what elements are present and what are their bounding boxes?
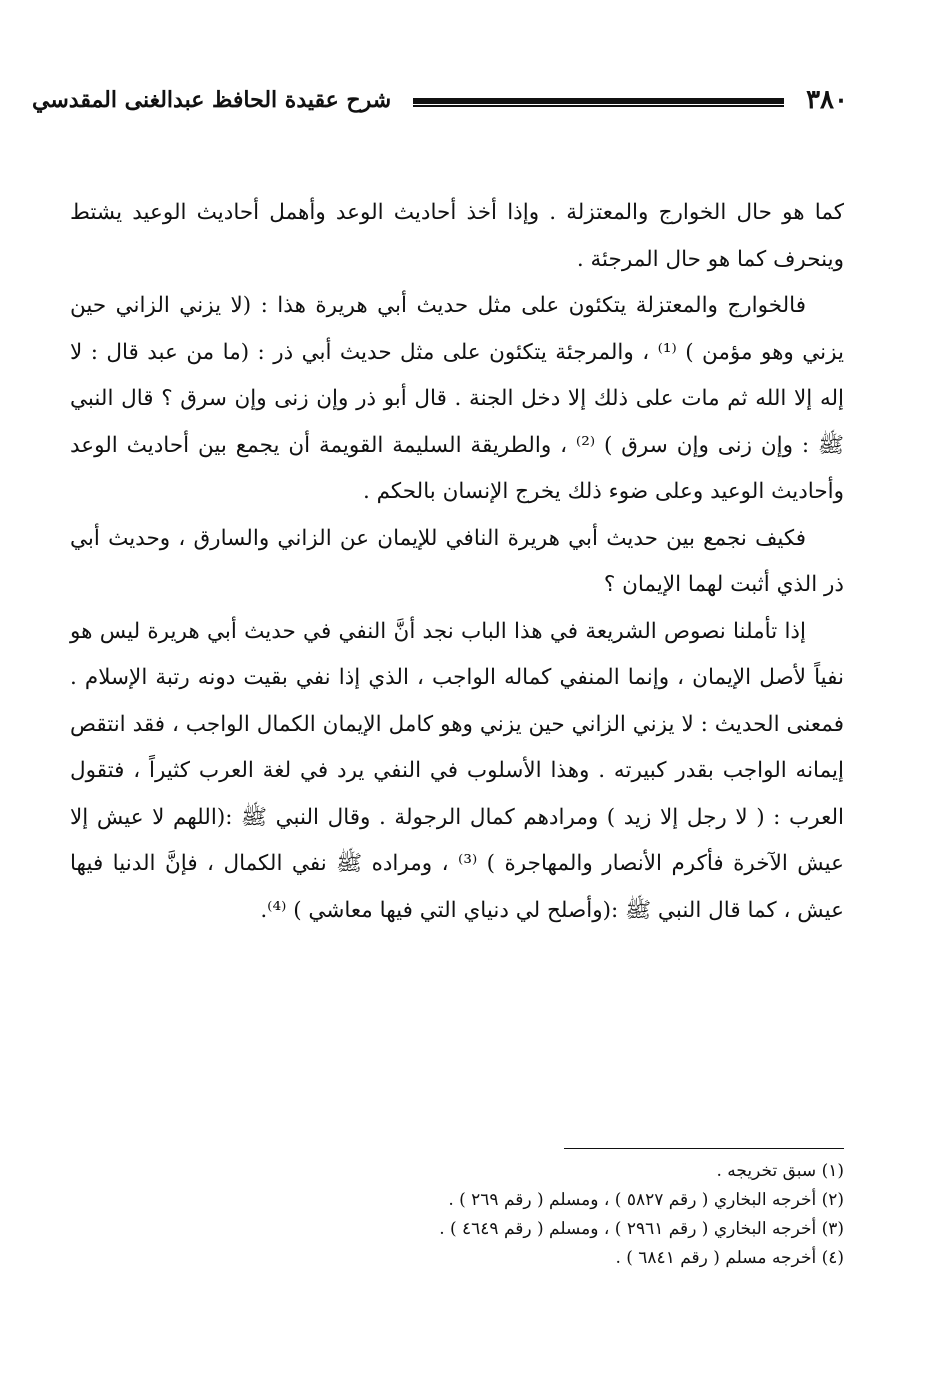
main-text <box>70 190 844 934</box>
page-number: ٣٨٠ <box>806 85 848 115</box>
book-title: شرح عقيدة الحافظ عبدالغنى المقدسي <box>32 87 392 113</box>
footnote: (١) سبق تخريجه . <box>716 1161 844 1181</box>
header-rule <box>413 98 784 107</box>
footnote: (٤) أخرجه مسلم ( رقم ٦٨٤١ ) . <box>615 1248 844 1268</box>
footnote: (٢) أخرجه البخاري ( رقم ٥٨٢٧ ) ، ومسلم ( رقم ٢٦٩ ) . <box>448 1190 844 1210</box>
paragraph: كما هو حال الخوارج والمعتزلة . وإذا أخذ أحاديث الوعد وأهمل أحاديث الوعيد يشتط وينحرف كما هو حال المرجئة . <box>70 200 844 272</box>
paragraph: فالخوارج والمعتزلة يتكئون على مثل حديث أبي هريرة هذا : (لا يزني الزاني حين يزني وهو مؤمن ) ⁽¹⁾ ، والمرجئة يتكئون على مثل حديث أبي ذر : (ما من عبد قال : لا إله إلا الله ثم مات على ذلك إلا دخل الجنة . قال أبو ذر وإن زنى وإن سرق ؟ قال النبي ﷺ : وإن زنى وإن سرق ) ⁽²⁾ ، والطريقة السليمة القويمة أن يجمع بين أحاديث الوعد وأحاديث الوعيد وعلى ضوء ذلك يخرج الإنسان بالحكم . <box>70 293 844 504</box>
paragraph: إذا تأملنا نصوص الشريعة في هذا الباب نجد أنَّ النفي في حديث أبي هريرة ليس هو نفياً لأصل الإيمان ، وإنما المنفي كماله الواجب ، الذي إذا نفي بقيت دونه رتبة الإسلام . فمعنى الحديث : لا يزني الزاني حين يزني وهو كامل الإيمان الكمال الواجب ، فقد انتقص إيمانه الواجب بقدر كبيرته . وهذا الأسلوب في النفي يرد في لغة العرب كثيراً ، فتقول العرب : ( لا رجل إلا زيد ) ومرادهم كمال الرجولة . وقال النبي ﷺ :(اللهم لا عيش إلا عيش الآخرة فأكرم الأنصار والمهاجرة ) ⁽³⁾ ، ومراده ﷺ نفي الكمال ، فإنَّ الدنيا فيها عيش ، كما قال النبي ﷺ :(وأصلح لي دنياي التي فيها معاشي ) ⁽⁴⁾. <box>70 618 844 923</box>
paragraph: فكيف نجمع بين حديث أبي هريرة النافي للإيمان عن الزاني والسارق ، وحديث أبي ذر الذي أثبت لهما الإيمان ؟ <box>70 525 844 597</box>
page-header <box>32 78 848 122</box>
footnote-separator <box>564 1148 844 1149</box>
footnotes <box>70 1157 844 1273</box>
footnote: (٣) أخرجه البخاري ( رقم ٢٩٦١ ) ، ومسلم ( رقم ٤٦٤٩ ) . <box>439 1219 844 1239</box>
